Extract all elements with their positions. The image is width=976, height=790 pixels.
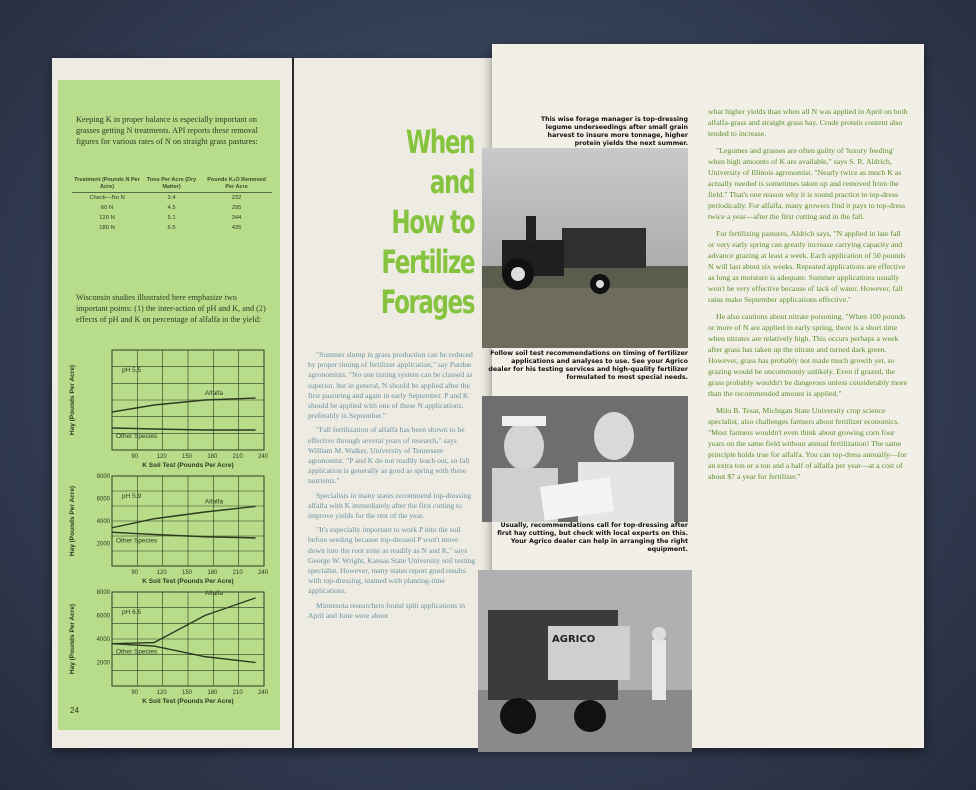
table-cell: 232 bbox=[231, 195, 242, 201]
paragraph: "Summer slump in grass production can be reduced by proper timing of fertilizer application," say Purdue agronomists. "No one timing system can be classed as superior, but in general, N should be applied after the first pasturing and again in early September. P and K should be applied with one of these N applications, preferably in September." bbox=[308, 350, 473, 421]
page-number: 24 bbox=[70, 706, 79, 715]
series-line-alfalfa bbox=[112, 506, 256, 527]
x-axis-label: K Soil Test (Pounds Per Acre) bbox=[142, 462, 234, 469]
booklet bbox=[52, 44, 924, 748]
headline-line: Forages bbox=[380, 283, 474, 321]
ph-label: pH 6.5 bbox=[122, 609, 142, 616]
chart-ph-5-9 bbox=[64, 468, 274, 588]
x-axis-label: K Soil Test (Pounds Per Acre) bbox=[142, 578, 234, 585]
x-tick-label: 120 bbox=[156, 690, 167, 696]
x-tick-label: 120 bbox=[156, 454, 167, 460]
x-tick-label: 210 bbox=[232, 570, 243, 576]
table-cell: 60 N bbox=[100, 205, 114, 211]
ph-label: pH 5.9 bbox=[122, 493, 142, 500]
table-cell: 3.4 bbox=[167, 195, 176, 201]
table-header: Pounds K₂O Removed Per Acre bbox=[201, 176, 272, 193]
y-tick-label: 6000 bbox=[96, 496, 110, 503]
photo-dealers bbox=[482, 396, 688, 522]
table-cell: 180 N bbox=[99, 225, 115, 231]
caption-top: This wise forage manager is top-dressing legume underseedings after small grain harvest to insure more tonnage, higher protein yields the next summer. bbox=[540, 116, 688, 147]
chart-ph-6-5 bbox=[64, 584, 274, 708]
page-divider bbox=[292, 58, 294, 748]
table-cell: Check—No N bbox=[89, 195, 125, 201]
headline bbox=[373, 122, 474, 322]
table-header: Treatment (Pounds N Per Acre) bbox=[72, 176, 142, 193]
y-axis-label: Hay (Pounds Per Acre) bbox=[69, 603, 76, 675]
tractor-image bbox=[482, 148, 688, 348]
y-tick-label: 4000 bbox=[96, 519, 110, 525]
x-tick-label: 120 bbox=[156, 570, 167, 576]
headline-line: Fertilize bbox=[381, 243, 474, 281]
paragraph: "Legumes and grasses are often guilty of 'luxury feeding' when high amounts of K are available," says S. R. Aldrich, University of Illinois agronomist. "Nearly twice as much K as actually needed is sometimes taken up and removed from the field." That's one reason why it is sound practice to top-dress periodically. For alfalfa, many growers find it pays to top-dress twice a year—after the first cutting and in the fall. bbox=[708, 146, 906, 221]
paragraph: Specialists in many states recommend top-dressing alfalfa with K immediately after the first cutting to improve yields for the rest of the year. bbox=[308, 490, 472, 521]
y-axis-label: Hay (Pounds Per Acre) bbox=[69, 485, 76, 557]
caption-low: Usually, recommendations call for top-dressing after first hay cutting, but check with local experts on this. Your Agrico dealer can help in arranging the right equipment. bbox=[497, 522, 688, 553]
wisconsin-text: Wisconsin studies illustrated here emphasize two important points: (1) the inter-action of pH and K, and (2) effects of pH and K on percentage of alfalfa in the yield: bbox=[76, 293, 266, 324]
paragraph: For fertilizing pastures, Aldrich says, "N applied in late fall or very early spring can greatly increase carrying capacity and advance grazing at least a week. Each application of 50 pounds N will last about six weeks. Repeated applications are effective as long as moisture is adequate. Summer applications usually won't be very effective because of lack of water. However, fall rains make September applications effective." bbox=[708, 229, 906, 304]
y-tick-label: 2000 bbox=[96, 660, 110, 667]
dealers-image bbox=[482, 396, 688, 522]
series-label: Other Species bbox=[116, 648, 158, 656]
series-label: Alfalfa bbox=[204, 390, 223, 397]
table-header: Tons Per Acre (Dry Matter) bbox=[142, 176, 201, 193]
series-line-alfalfa bbox=[112, 598, 256, 644]
series-label: Other Species bbox=[116, 433, 158, 440]
intro-text: Keeping K in proper balance is especially important on grasses getting N treatments. API reports these removal figures for various rates of N on straight grass pastures: bbox=[76, 115, 258, 146]
table-row bbox=[72, 203, 272, 213]
truck-sign: AGRICO bbox=[552, 634, 596, 645]
table-row bbox=[72, 223, 272, 233]
x-tick-label: 240 bbox=[258, 570, 269, 576]
x-tick-label: 180 bbox=[207, 690, 218, 696]
photo-truck bbox=[478, 570, 692, 752]
x-tick-label: 150 bbox=[182, 454, 193, 460]
x-tick-label: 90 bbox=[131, 570, 139, 576]
article-column-1 bbox=[308, 350, 476, 625]
paragraph: "Fall fertilization of alfalfa has been shown to be effective through several years of research," says William M. Walker, University of Tennessee agronomist. "P and K do not readily leach out, so fall application is generally as good as spring with these nutrients." bbox=[308, 425, 470, 486]
series-line-other-species bbox=[112, 428, 256, 430]
table-cell: 5.1 bbox=[167, 215, 176, 221]
table-cell: 4.5 bbox=[167, 205, 176, 211]
truck-image bbox=[478, 570, 692, 752]
x-tick-label: 210 bbox=[232, 454, 243, 460]
paragraph: He also cautions about nitrate poisoning. "When 100 pounds or more of N are applied in early spring, there is a short time when nitrates are relatively high. This occurs perhaps a week after grass has taken up the nitrate and turned dark green. However, grass has probably not made much growth yet, so grazing would be uncommonly unlikely. Even if grazed, the grass probably wouldn't be dangerous unless considerably more than the recommended amount is applied." bbox=[708, 312, 908, 398]
x-tick-label: 90 bbox=[131, 454, 139, 460]
x-tick-label: 240 bbox=[258, 690, 269, 696]
x-tick-label: 90 bbox=[131, 690, 139, 696]
removal-table bbox=[72, 176, 272, 233]
table-header-row bbox=[72, 176, 272, 193]
y-tick-label: 2000 bbox=[96, 541, 110, 548]
y-tick-label: 6000 bbox=[96, 613, 110, 620]
y-tick-label: 4000 bbox=[96, 637, 110, 643]
x-tick-label: 180 bbox=[207, 454, 218, 460]
y-tick-label: 8000 bbox=[96, 590, 110, 596]
table-cell: 435 bbox=[231, 225, 242, 231]
table-cell: 295 bbox=[231, 205, 242, 211]
photo-tractor bbox=[482, 148, 688, 348]
paragraph: Milo B. Tesar, Michigan State University crop science specialist, also challenges farmers about fertilizer economics. "Most farmers wouldn't even think about growing corn four years on the same field without annual fertilization! The same principle holds true for alfalfa. You can top-dress annually—for an extra ton or a ton and a half of alfalfa per year—at a cost of about $7 a year for fertilizer." bbox=[708, 406, 907, 481]
article-column-2 bbox=[708, 106, 908, 488]
ph-label: pH 5.5 bbox=[122, 367, 142, 374]
green-sidebar bbox=[58, 80, 280, 730]
headline-line: When and bbox=[405, 123, 474, 201]
caption-mid: Follow soil test recommendations on timing of fertilizer applications and analyses to use. See your Agrico dealer for his testing services and high-quality fertilizer formulated to most special needs. bbox=[488, 350, 688, 381]
y-tick-label: 8000 bbox=[96, 474, 110, 480]
paragraph: what higher yields than when all N was applied in April on both alfalfa-grass and straight grass hay. Crude protein content also tended to increase. bbox=[708, 107, 908, 138]
x-tick-label: 150 bbox=[182, 690, 193, 696]
x-tick-label: 150 bbox=[182, 570, 193, 576]
x-tick-label: 240 bbox=[258, 454, 269, 460]
x-tick-label: 180 bbox=[207, 570, 218, 576]
paragraph: "It's especially important to work P into the soil before seeding because top-dressed P won't move down into the root zone as readily as N and K," says George W. Wright, Kansas State University soil testing specialist. However, many states report good results with top-dressing, teamed with planting-time applications. bbox=[308, 525, 476, 596]
table-row bbox=[72, 213, 272, 223]
paragraph: Minnesota researchers found split applications in April and June were about bbox=[308, 600, 466, 620]
table-cell: 120 N bbox=[99, 215, 115, 221]
series-label: Alfalfa bbox=[204, 589, 223, 597]
y-axis-label: Hay (Pounds Per Acre) bbox=[69, 364, 76, 436]
table-cell: 6.5 bbox=[167, 225, 176, 231]
series-label: Alfalfa bbox=[204, 498, 223, 506]
series-label: Other Species bbox=[116, 537, 158, 545]
x-axis-label: K Soil Test (Pounds Per Acre) bbox=[142, 698, 234, 705]
chart-ph-5-5 bbox=[64, 342, 274, 472]
headline-line: How to bbox=[391, 203, 474, 241]
table-cell: 344 bbox=[231, 215, 242, 221]
table-row bbox=[72, 193, 272, 204]
x-tick-label: 210 bbox=[232, 690, 243, 696]
